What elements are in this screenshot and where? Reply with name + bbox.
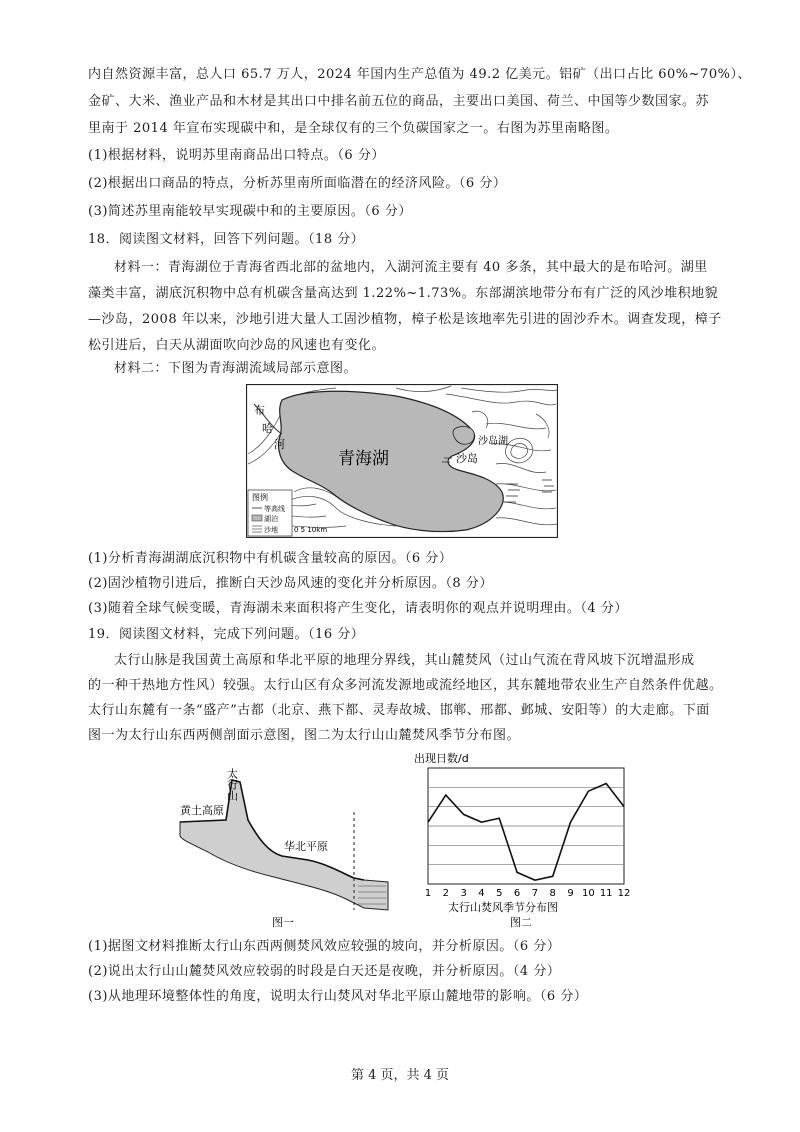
x-tick-label: 1 [424, 888, 432, 899]
fig2-caption: 图二 [510, 916, 532, 929]
fig1-caption: 图一 [272, 916, 294, 929]
q17-question-3: (3)简述苏里南能较早实现碳中和的主要原因。（6 分） [88, 204, 412, 219]
chart-title: 太行山焚风季节分布图 [448, 901, 558, 914]
x-tick-label: 8 [549, 888, 556, 899]
q19-question-1: (1)据图文材料推断太行山东西两侧焚风效应较强的坡向，并分析原因。（6 分） [88, 939, 561, 954]
q18-question-2: (2)固沙植物引进后，推断白天沙岛风速的变化并分析原因。（8 分） [88, 576, 493, 591]
series-line [428, 783, 624, 880]
q17-question-2: (2)根据出口商品的特点，分析苏里南所面临潜在的经济风险。（6 分） [88, 176, 507, 191]
x-tick-label: 2 [442, 888, 450, 899]
q18-material1-line: 松引进后，白天从湖面吹向沙岛的风速也有变化。 [88, 338, 386, 353]
page-footer: 第 4 页，共 4 页 [350, 1068, 450, 1083]
q19-material-line: 太行山脉是我国黄土高原和华北平原的地理分界线，其山麓焚风（过山气流在背风坡下沉增温形成 [114, 653, 695, 668]
scale-bar: 0 5 10km [294, 526, 328, 534]
plain-label: 华北平原 [284, 840, 328, 853]
legend-contour: 等高线 [264, 505, 285, 513]
q17-text-line: 内自然资源丰富，总人口 65.7 万人，2024 年国内生产总值为 49.2 亿美元。铝矿（出口占比 60%~70%）、 [88, 67, 751, 82]
q17-text-line: 金矿、大米、渔业产品和木材是其出口中排名前五位的商品，主要出口美国、荷兰、中国等少数国家。苏 [88, 94, 710, 109]
map-legend [248, 490, 292, 536]
q19-title: 19．阅读图文材料，完成下列问题。（16 分） [88, 627, 365, 642]
legend-lake: 湖泊 [264, 515, 278, 523]
q18-material1-line: —沙岛，2008 年以来，沙地引进大量人工固沙植物，樟子松是该地率先引进的固沙乔木。调查发现，樟子 [88, 312, 722, 327]
q19-material-line: 图一为太行山东西两侧剖面示意图，图二为太行山山麓焚风季节分布图。 [88, 728, 521, 743]
q18-material1-line: 藻类丰富，湖底沉积物中总有机碳含量高达到 1.22%~1.73%。东部湖滨地带分布有广泛的风沙堆积地貌 [88, 286, 719, 301]
q19-question-2: (2)说出太行山山麓焚风效应较弱的时段是白天还是夜晚，并分析原因。（4 分） [88, 964, 561, 979]
x-tick-label: 6 [513, 888, 521, 899]
x-tick-label: 7 [531, 888, 539, 899]
q18-material1-line: 材料一：青海湖位于青海省西北部的盆地内，入湖河流主要有 40 多条，其中最大的是布哈河。湖里 [114, 260, 708, 275]
x-tick-label: 3 [460, 888, 467, 899]
west-label-1: 布 [254, 404, 265, 417]
q18-question-3: (3)随着全球气候变暖，青海湖未来面积将产生变化，请表明你的观点并说明理由。（4 分） [88, 601, 628, 616]
chart-ylabel: 出现日数/d [414, 752, 469, 765]
x-tick-label: 9 [567, 888, 574, 899]
sand-island-label: 沙岛 [456, 452, 478, 465]
lake-label: 青海湖 [338, 449, 389, 469]
foehn-season-chart [406, 750, 636, 932]
east-lake-label: 沙岛湖 [478, 436, 508, 447]
x-tick-label: 11 [599, 888, 613, 899]
q17-question-1: (1)根据材料，说明苏里南商品出口特点。（6 分） [88, 148, 385, 163]
q19-material-line: 太行山东麓有一条“盛产”古都（北京、燕下都、灵寿故城、邯郸、邢都、邺城、安阳等）的大走廊。下面 [88, 703, 710, 718]
x-tick-label: 5 [496, 888, 503, 899]
q19-question-3: (3)从地理环境整体性的角度，说明太行山焚风对华北平原山麓地带的影响。（6 分） [88, 989, 588, 1004]
west-label-2: 哈 [262, 422, 273, 435]
q17-text-line: 里南于 2014 年宣布实现碳中和，是全球仅有的三个负碳国家之一。右图为苏里南略图。 [88, 121, 619, 136]
q19-material-line: 的一种干热地方性风）较强。太行山区有众多河流发源地或流经地区，其东麓地带农业生产自然条件优越。 [88, 678, 723, 693]
x-tick-label: 12 [617, 888, 631, 899]
taihang-cross-section [168, 760, 404, 930]
qinghai-lake-map [246, 384, 558, 538]
plateau-label: 黄土高原 [180, 804, 224, 817]
q18-question-1: (1)分析青海湖湖底沉积物中有机碳含量较高的原因。（6 分） [88, 551, 453, 566]
x-tick-label: 10 [581, 888, 595, 899]
q18-material2: 材料二：下图为青海湖流域局部示意图。 [114, 361, 358, 376]
legend-sand: 沙地 [264, 526, 278, 534]
q18-title: 18．阅读图文材料，回答下列问题。（18 分） [88, 232, 365, 247]
legend-title: 图例 [252, 493, 268, 502]
x-tick-label: 4 [478, 888, 485, 899]
mountain-label: 太行山 [225, 768, 239, 801]
west-label-3: 河 [274, 438, 285, 451]
